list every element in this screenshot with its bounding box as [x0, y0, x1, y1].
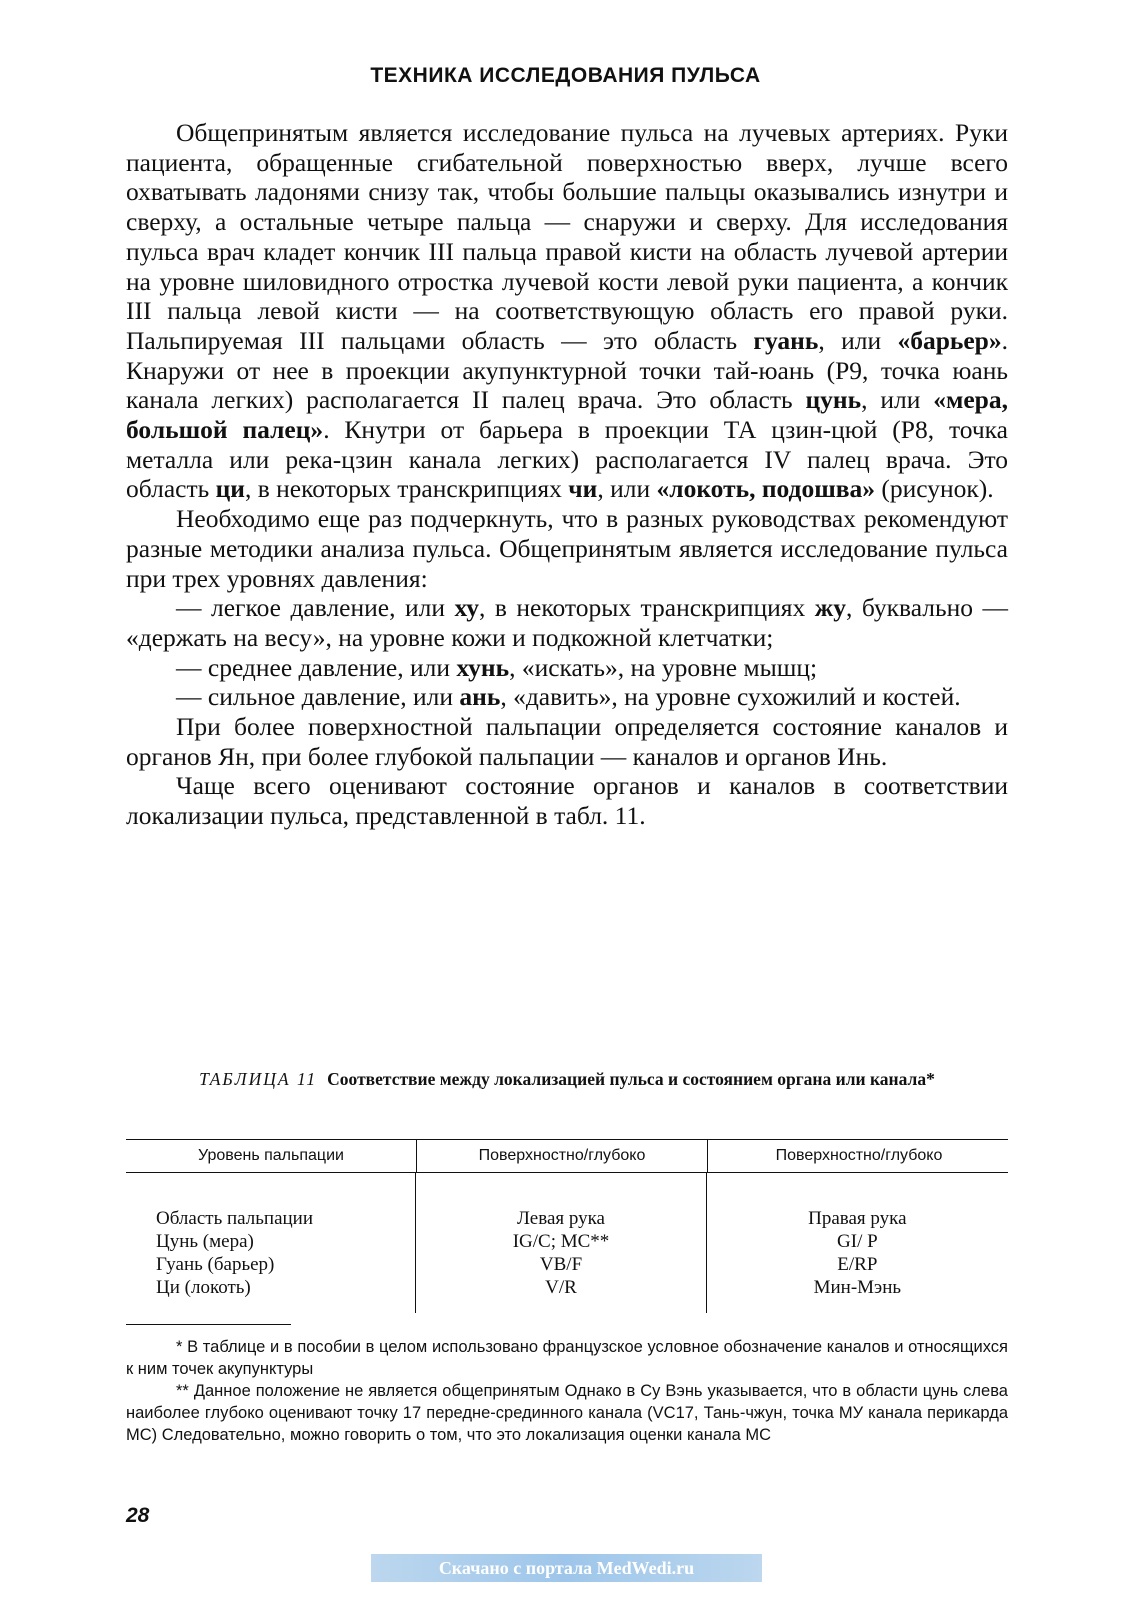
- table-header-row: [126, 1140, 1008, 1173]
- table-cell: Ци (локоть): [156, 1277, 251, 1298]
- table-cell: VB/F: [539, 1254, 583, 1275]
- table-cell: Мин-Мэнь: [813, 1277, 902, 1298]
- table-caption-title: Соответствие между локализацией пульса и состоянием органа или канала*: [327, 1069, 935, 1089]
- paragraph-4-medium-pressure: — среднее давление, или хунь, «искать», на уровне мышц;: [176, 652, 818, 682]
- table-cell: V/R: [545, 1277, 577, 1298]
- table-cell: Правая рука: [808, 1208, 907, 1229]
- table-cell: Левая рука: [517, 1208, 605, 1229]
- paragraph-1: Общепринятым является исследование пульса на лучевых артериях. Руки пациента, обращенные сгибательной поверхностью вверх, лучше всего охватывать ладонями снизу так, чтобы большие пальцы оказывались изнутри и сверху, а остальные четыре пальца — снаружи и сверху. Для исследования пульса врач кладет кончик III пальца правой кисти на область лучевой артерии на уровне шиловидного отростка лучевой кости левой руки пациента, а кончик III пальца левой кисти — на соответствующую область его правой руки. Пальпируемая III пальцами область — это область гуань, или «барьер». Кнаружи от нее в проекции акупунктурной точки тай-юань (P9, точка юань канала легких) располагается II палец врача. Это область цунь, или «мера, большой палец». Кнутри от барьера в проекции ТА цзин-цюй (P8, точка металла или река-цзин канала легких) располагается IV палец врача. Это область ци, в некоторых транскрипциях чи, или «локоть, подошва» (рисунок).: [126, 118, 1008, 504]
- page-number: 28: [126, 1504, 150, 1527]
- paragraph-6: При более поверхностной пальпации определяется состояние каналов и органов Ян, при более глубокой пальпации — каналов и органов Инь.: [126, 712, 1008, 771]
- table-cell: GI/ P: [837, 1231, 878, 1252]
- table-cell: E/RP: [837, 1254, 878, 1275]
- running-head: ТЕХНИКА ИССЛЕДОВАНИЯ ПУЛЬСА: [370, 64, 761, 87]
- footnote-1: * В таблице и в пособии в целом использовано французское условное обозначение каналов и относящихся к ним точек акупунктуры: [126, 1338, 1008, 1378]
- table-header-left: Поверхностно/глубоко: [416, 1140, 707, 1172]
- table-cell: Цунь (мера): [156, 1231, 254, 1252]
- table-cell: Гуань (барьер): [156, 1254, 275, 1275]
- paragraph-2: Необходимо еще раз подчеркнуть, что в разных руководствах рекомендуют разные методики анализа пульса. Общепринятым является исследование пульса при трех уровнях давления:: [126, 504, 1008, 593]
- table-body: [126, 1173, 1008, 1313]
- table-header-right: Поверхностно/глубоко: [707, 1140, 1010, 1172]
- footnote-2: ** Данное положение не является общепринятым Однако в Су Вэнь указывается, что в области цунь слева наиболее глубоко оценивают точку 17 передне-срединного канала (VC17, Тань-чжун, точка МУ канала перикарда МС) Следовательно, можно говорить о том, что это локализация оценки канала МС: [126, 1382, 1008, 1444]
- paragraph-3-light-pressure: — легкое давление, или ху, в некоторых транскрипциях жу, буквально — «держать на весу», на уровне кожи и подкожной клетчатки;: [126, 593, 1008, 652]
- table-header-level: Уровень пальпации: [198, 1147, 344, 1164]
- footnotes: [126, 1336, 1008, 1446]
- table-cell: Область пальпации: [156, 1208, 314, 1229]
- paragraph-5-strong-pressure: — сильное давление, или ань, «давить», на уровне сухожилий и костей.: [176, 682, 961, 712]
- table-caption: [126, 1068, 1008, 1090]
- paragraph-7: Чаще всего оценивают состояние органов и каналов в соответствии локализации пульса, представленной в табл. 11.: [126, 771, 1008, 831]
- table-caption-label: ТАБЛИЦА 11: [199, 1069, 318, 1089]
- table-column-right-hand: [706, 1173, 1008, 1313]
- body-text: [126, 118, 1008, 831]
- footnote-rule: [126, 1324, 291, 1325]
- table-column-area: [126, 1173, 415, 1313]
- download-watermark: Скачано с портала MedWedi.ru: [371, 1554, 762, 1582]
- table-cell: IG/C; MC**: [512, 1231, 610, 1252]
- table-column-left-hand: [415, 1173, 705, 1313]
- pulse-table: [126, 1139, 1008, 1313]
